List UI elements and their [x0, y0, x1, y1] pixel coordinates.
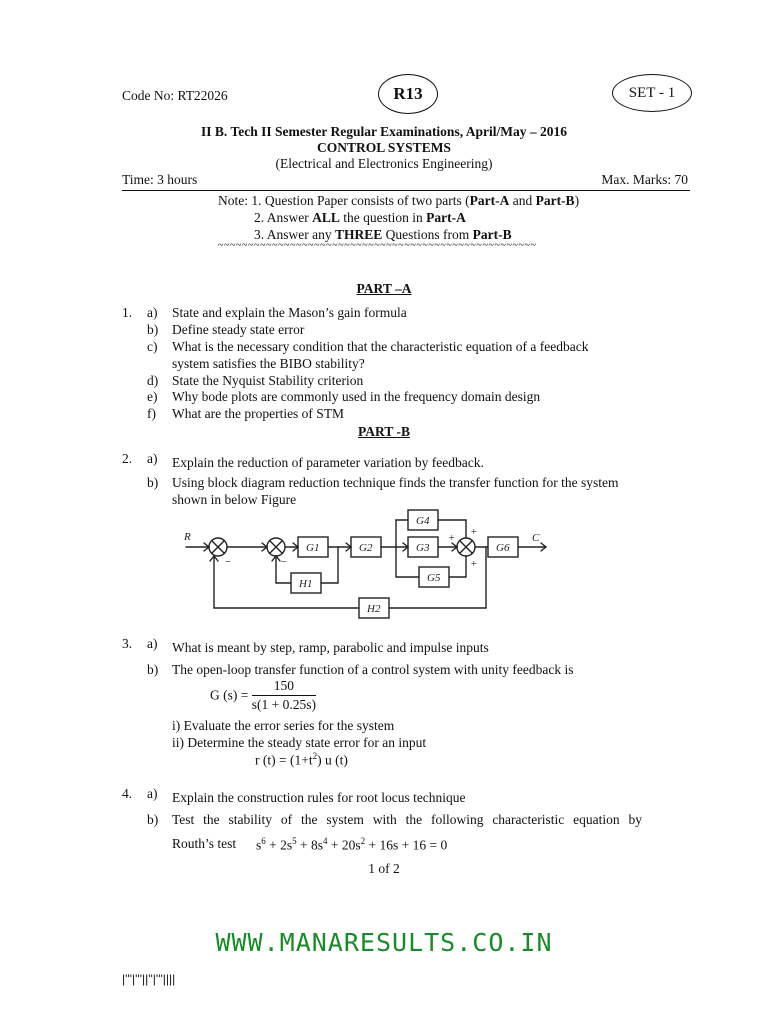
page-number: 1 of 2 — [368, 861, 400, 876]
g2-label: G2 — [359, 542, 373, 554]
eq-part: + 20s — [327, 837, 361, 853]
q1-d-text: State the Nyquist Stability criterion — [172, 373, 364, 388]
g1-label: G1 — [306, 542, 320, 554]
q1-c-text-cont: system satisfies the BIBO stability? — [172, 356, 365, 371]
note-1-part-b: Part-B — [535, 193, 575, 208]
q4-b-label: b) — [147, 812, 159, 827]
q3-b-text: The open-loop transfer function of a control system with unity feedback is — [172, 662, 574, 677]
set-label: SET - 1 — [628, 84, 676, 101]
g-fraction — [252, 678, 316, 713]
header-rule — [122, 190, 690, 191]
note-3-text: 3. Answer any — [254, 227, 335, 242]
note-2-all: ALL — [312, 210, 340, 225]
plus-sign-1: + — [470, 526, 478, 538]
minus-sign-2: − — [280, 556, 288, 568]
routh-label: Routh’s test — [172, 836, 237, 851]
q1-c-text: What is the necessary condition that the characteristic equation of a feedback — [172, 339, 589, 354]
q1-d-label: d) — [147, 373, 159, 388]
set-badge — [612, 74, 692, 112]
h1-label: H1 — [299, 578, 313, 590]
q3-i-text: i) Evaluate the error series for the system — [172, 718, 395, 733]
barcode-text: |'''|'''||''|'''|||| — [122, 972, 176, 986]
eq-sup: 6 — [261, 836, 266, 846]
plus-sign-3: + — [470, 558, 478, 570]
q1-b-text: Define steady state error — [172, 322, 305, 337]
q1-a-label: a) — [147, 305, 158, 320]
q1-f-label: f) — [147, 406, 156, 421]
note-3-part-b: Part-B — [472, 227, 512, 242]
q3-a-label: a) — [147, 636, 158, 651]
note-1-part-a: Part-A — [469, 193, 510, 208]
block-diagram — [176, 505, 556, 620]
note-3-mid: Questions from — [382, 227, 473, 242]
q4-b-text: Test the stability of the system with the following characteristic equation by — [172, 812, 642, 827]
exam-title: II B. Tech II Semester Regular Examinations, April/May – 2016 — [201, 124, 567, 139]
q3-number: 3. — [122, 636, 133, 651]
branch-title: (Electrical and Electronics Engineering) — [275, 156, 493, 171]
q1-c-label: c) — [147, 339, 158, 354]
minus-sign-1: − — [224, 556, 232, 568]
note-3-three: THREE — [335, 227, 383, 242]
note-1-text: Note: 1. Question Paper consists of two parts ( — [218, 193, 470, 208]
subject-title: CONTROL SYSTEMS — [317, 140, 451, 155]
input-label: R — [184, 531, 191, 543]
q3-a-text: What is meant by step, ramp, parabolic and impulse inputs — [172, 640, 489, 655]
q1-e-text: Why bode plots are commonly used in the frequency domain design — [172, 389, 541, 404]
note-2-part-a: Part-A — [426, 210, 466, 225]
g4-label: G4 — [416, 515, 430, 527]
note-1-close: ) — [574, 193, 580, 208]
g-numerator: 150 — [252, 678, 316, 696]
h2-label: H2 — [367, 603, 381, 615]
characteristic-equation — [256, 836, 447, 854]
code-number: Code No: RT22026 — [122, 88, 228, 103]
q2-b-text: Using block diagram reduction technique finds the transfer function for the system — [172, 475, 619, 490]
eq-part: + 8s — [296, 837, 324, 853]
part-b-heading: PART -B — [358, 424, 410, 439]
r-sup: 2 — [312, 751, 318, 761]
q1-f-text: What are the properties of STM — [172, 406, 345, 421]
regulation-label: R13 — [393, 84, 423, 103]
r-pre: r (t) = (1+t — [255, 752, 313, 768]
q2-number: 2. — [122, 451, 133, 466]
regulation-badge — [378, 74, 438, 114]
plus-sign-2: + — [448, 532, 456, 544]
website-watermark: WWW.MANARESULTS.CO.IN — [215, 928, 553, 957]
r-post: ) u (t) — [317, 752, 348, 768]
q1-number: 1. — [122, 305, 133, 320]
g5-label: G5 — [427, 572, 441, 584]
time-label: Time: 3 hours — [122, 172, 198, 187]
q1-a-text: State and explain the Mason’s gain formula — [172, 305, 407, 320]
eq-sup: 4 — [323, 836, 328, 846]
q4-a-text: Explain the construction rules for root locus technique — [172, 790, 466, 805]
q2-b-label: b) — [147, 475, 159, 490]
q1-e-label: e) — [147, 389, 158, 404]
tilde-divider: ~~~~~~~~~~~~~~~~~~~~~~~~~~~~~~~~~~~~~~~~~~~~~~~~~~~~~ — [218, 240, 537, 251]
input-function — [255, 751, 348, 769]
g-lhs: G (s) = — [210, 687, 249, 703]
note-2-mid: the question in — [339, 210, 427, 225]
eq-sup: 2 — [360, 836, 366, 846]
g-denominator: s(1 + 0.25s) — [251, 697, 316, 712]
eq-part: s — [256, 837, 262, 853]
q1-b-label: b) — [147, 322, 159, 337]
note-1-and: and — [509, 193, 536, 208]
transfer-function — [210, 678, 316, 713]
eq-part: + 16s + 16 = 0 — [365, 837, 448, 853]
max-marks-label: Max. Marks: 70 — [601, 172, 688, 187]
q2-a-label: a) — [147, 451, 158, 466]
q2-a-text: Explain the reduction of parameter variation by feedback. — [172, 455, 484, 470]
q3-ii-text: ii) Determine the steady state error for an input — [172, 735, 427, 750]
eq-sup: 5 — [292, 836, 297, 846]
part-a-heading: PART –A — [356, 281, 412, 296]
note-2-text: 2. Answer — [254, 210, 313, 225]
g6-label: G6 — [496, 542, 510, 554]
output-label: C — [532, 532, 540, 544]
q2-b-text-cont: shown in below Figure — [172, 492, 297, 507]
g3-label: G3 — [416, 542, 430, 554]
q4-number: 4. — [122, 786, 133, 801]
note-2 — [254, 210, 466, 226]
eq-part: + 2s — [265, 837, 293, 853]
q3-b-label: b) — [147, 662, 159, 677]
q4-a-label: a) — [147, 786, 158, 801]
note-1 — [218, 193, 579, 209]
